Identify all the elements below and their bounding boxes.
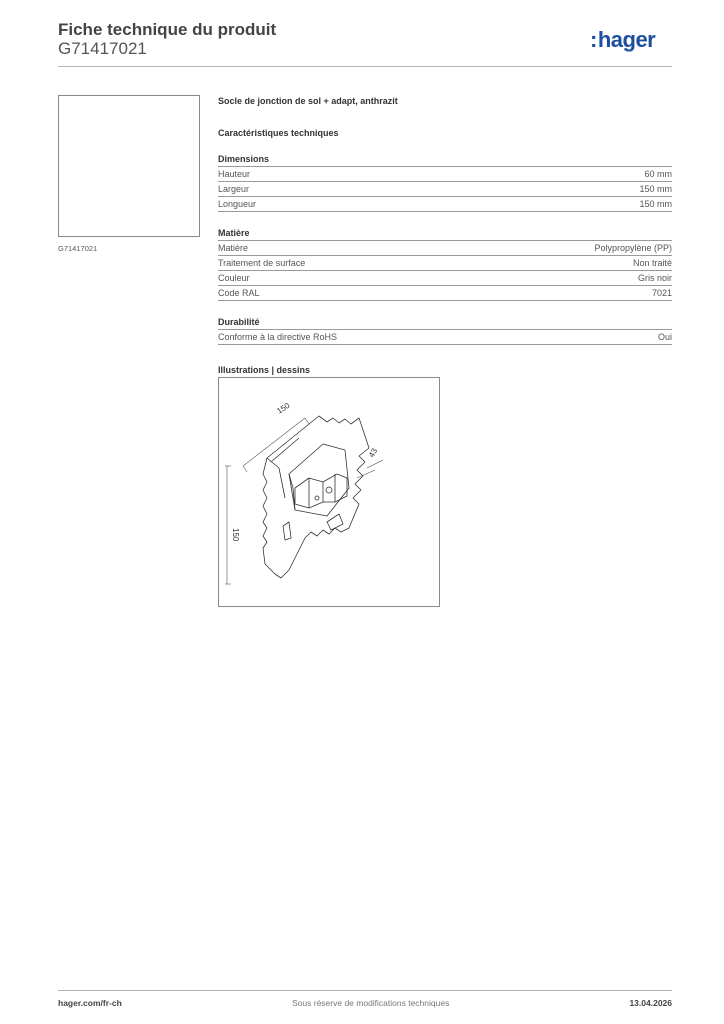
spec-value: 150 mm [639,184,672,194]
spec-row [218,271,672,286]
spec-row [218,330,672,345]
spec-row [218,241,672,256]
technical-drawing [218,377,440,607]
spec-label: Matière [218,243,249,253]
group-title-dimensions: Dimensions [218,154,672,167]
group-title-material: Matière [218,228,672,241]
spec-row [218,182,672,197]
floor-socket-drawing-icon [219,378,439,606]
dimension-width-label: 150 [275,400,292,416]
product-name: Socle de jonction de sol + adapt, anthrazit [218,96,398,106]
product-image-caption: G71417021 [58,244,98,253]
spec-row [218,167,672,182]
spec-label: Conforme à la directive RoHS [218,332,338,342]
logo-dots-icon: : [590,27,597,52]
product-image-placeholder [58,95,200,237]
specs-section-title: Caractéristiques techniques [218,128,339,138]
spec-label: Code RAL [218,288,260,298]
spec-value: Gris noir [637,273,672,283]
spec-label: Longueur [218,199,257,209]
spec-label: Couleur [218,273,250,283]
product-reference: G71417021 [58,39,147,58]
spec-row [218,286,672,301]
dimension-height-label: 150 [231,528,240,542]
spec-value: 7021 [651,288,672,298]
footer-website-link[interactable]: hager.com/fr-ch [58,998,122,1008]
group-title-durability: Durabilité [218,317,672,330]
illustrations-title: Illustrations | dessins [218,365,311,375]
footer-notice: Sous réserve de modifications techniques [292,998,450,1008]
footer-date: 13.04.2026 [629,998,672,1008]
spec-row [218,197,672,212]
spec-label: Traitement de surface [218,258,306,268]
spec-value: Oui [657,332,672,342]
header-divider [58,66,672,67]
dimension-depth-label: 43 [366,446,380,459]
hager-logo [590,27,655,53]
spec-value: Polypropylène (PP) [594,243,672,253]
spec-value: 150 mm [639,199,672,209]
logo-text: hager [597,27,656,52]
spec-label: Hauteur [218,169,251,179]
page-title: Fiche technique du produit [58,20,277,39]
spec-value: Non traité [632,258,672,268]
spec-row [218,256,672,271]
spec-content [218,96,672,375]
footer-divider [58,990,672,991]
spec-value: 60 mm [644,169,672,179]
spec-label: Largeur [218,184,250,194]
